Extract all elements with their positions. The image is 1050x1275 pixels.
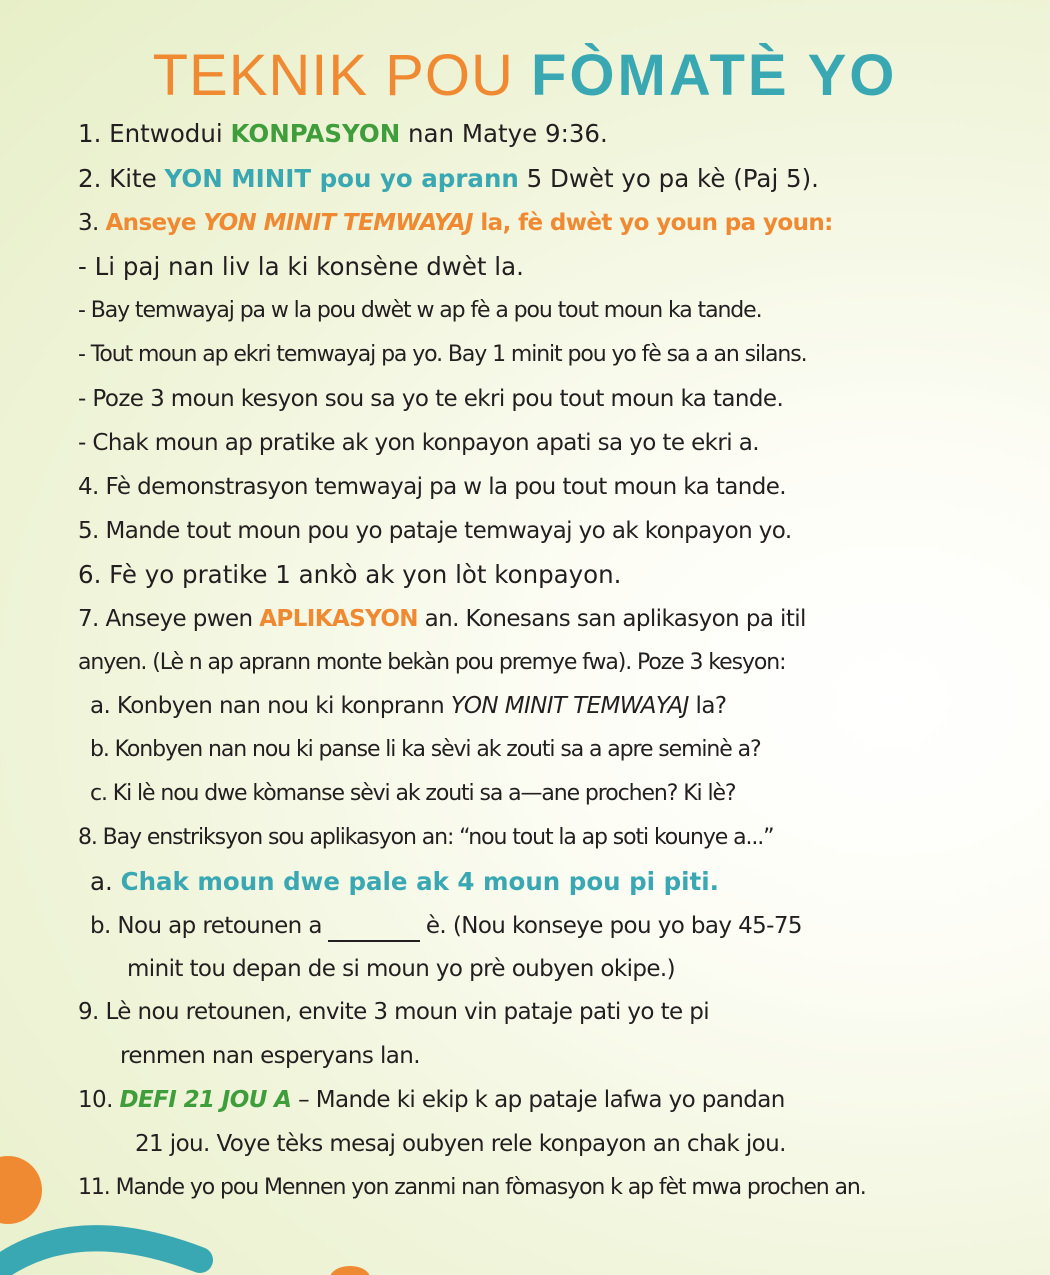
list-item-5: 5. Mande tout moun pou yo pataje temwayaj yo ak konpayon yo. bbox=[78, 518, 792, 544]
list-item-2 bbox=[78, 163, 819, 195]
list-item-7 bbox=[78, 603, 806, 635]
title-part-1: TEKNIK POU bbox=[152, 43, 514, 108]
teal-arc-decoration bbox=[0, 1238, 200, 1275]
text: b. Nou ap retounen a bbox=[90, 913, 322, 939]
decorative-swoosh bbox=[0, 1150, 220, 1275]
sub-item-7b: b. Konbyen nan nou ki panse li ka sèvi ak zouti sa a apre seminè a? bbox=[90, 737, 761, 762]
orange-circle-decoration bbox=[0, 1156, 42, 1224]
text: an. Konesans san aplikasyon pa itil bbox=[417, 606, 806, 632]
highlight-temwayaj: YON MINIT TEMWAYAJ bbox=[203, 210, 473, 236]
list-item-7-cont: anyen. (Lè n ap aprann monte bekàn pou premye fwa). Poze 3 kesyon: bbox=[78, 650, 786, 675]
title-part-2: FÒMATÈ YO bbox=[531, 43, 898, 108]
sub-item-5: - Chak moun ap pratike ak yon konpayon apati sa yo te ekri a. bbox=[78, 430, 759, 456]
text: 2. Kite bbox=[78, 164, 165, 193]
list-item-10 bbox=[78, 1084, 785, 1116]
sub-item-1: - Li paj nan liv la ki konsène dwèt la. bbox=[78, 252, 524, 281]
list-item-10-cont: 21 jou. Voye tèks mesaj oubyen rele konpayon an chak jou. bbox=[135, 1131, 786, 1157]
sub-item-4: - Poze 3 moun kesyon sou sa yo te ekri pou tout moun ka tande. bbox=[78, 386, 784, 412]
text: a. bbox=[90, 867, 121, 896]
text: nan Matye 9:36. bbox=[400, 119, 608, 148]
highlight-yon-minit: YON MINIT pou yo aprann bbox=[164, 164, 519, 193]
text: – Mande ki ekip k ap pataje lafwa yo pandan bbox=[291, 1087, 785, 1113]
highlight-anseye: Anseye bbox=[105, 210, 204, 236]
text: la? bbox=[688, 693, 727, 719]
page-title bbox=[0, 42, 1050, 109]
highlight-rest: la, fè dwèt yo youn pa youn: bbox=[472, 210, 833, 236]
text: 5 Dwèt yo pa kè (Paj 5). bbox=[518, 164, 819, 193]
text: è. (Nou konseye pou yo bay 45-75 bbox=[425, 913, 802, 939]
text: 3. bbox=[78, 210, 106, 236]
sub-item-7c: c. Ki lè nou dwe kòmanse sèvi ak zouti sa a—ane prochen? Ki lè? bbox=[90, 781, 736, 806]
list-item-11: 11. Mande yo pou Mennen yon zanmi nan fòmasyon k ap fèt mwa prochen an. bbox=[78, 1175, 866, 1200]
highlight-konpasyon: KONPASYON bbox=[230, 119, 401, 148]
text: a. Konbyen nan nou ki konprann bbox=[90, 693, 451, 719]
list-item-1 bbox=[78, 118, 608, 150]
text: 7. Anseye pwen bbox=[78, 606, 260, 632]
sub-item-8b bbox=[90, 910, 802, 942]
list-item-6: 6. Fè yo pratike 1 ankò ak yon lòt konpayon. bbox=[78, 560, 622, 589]
sub-item-2: - Bay temwayaj pa w la pou dwèt w ap fè a pou tout moun ka tande. bbox=[78, 298, 762, 323]
sub-item-7a bbox=[90, 690, 726, 722]
highlight-chak-moun: Chak moun dwe pale ak 4 moun pou pi piti. bbox=[120, 867, 719, 896]
sub-item-3: - Tout moun ap ekri temwayaj pa yo. Bay 1 minit pou yo fè sa a an silans. bbox=[78, 342, 807, 367]
list-item-8: 8. Bay enstriksyon sou aplikasyon an: “nou tout la ap soti kounye a...” bbox=[78, 825, 774, 850]
list-item-3 bbox=[78, 207, 833, 239]
list-item-4: 4. Fè demonstrasyon temwayaj pa w la pou tout moun ka tande. bbox=[78, 474, 786, 500]
list-item-9-cont: renmen nan esperyans lan. bbox=[120, 1043, 420, 1069]
sub-item-8a bbox=[90, 866, 719, 898]
decorative-dot bbox=[325, 1262, 375, 1275]
list-item-9: 9. Lè nou retounen, envite 3 moun vin pataje pati yo te pi bbox=[78, 999, 710, 1025]
highlight-defi: DEFI 21 JOU A bbox=[119, 1087, 292, 1113]
sub-item-8b-cont: minit tou depan de si moun yo prè oubyen okipe.) bbox=[127, 956, 676, 982]
highlight-aplikasyon: APLIKASYON bbox=[259, 606, 418, 632]
text: 1. Entwodui bbox=[78, 119, 231, 148]
blank-line bbox=[328, 918, 420, 942]
italic-temwayaj: YON MINIT TEMWAYAJ bbox=[450, 693, 689, 719]
text: 10. bbox=[78, 1087, 120, 1113]
orange-dot-decoration bbox=[330, 1266, 370, 1275]
